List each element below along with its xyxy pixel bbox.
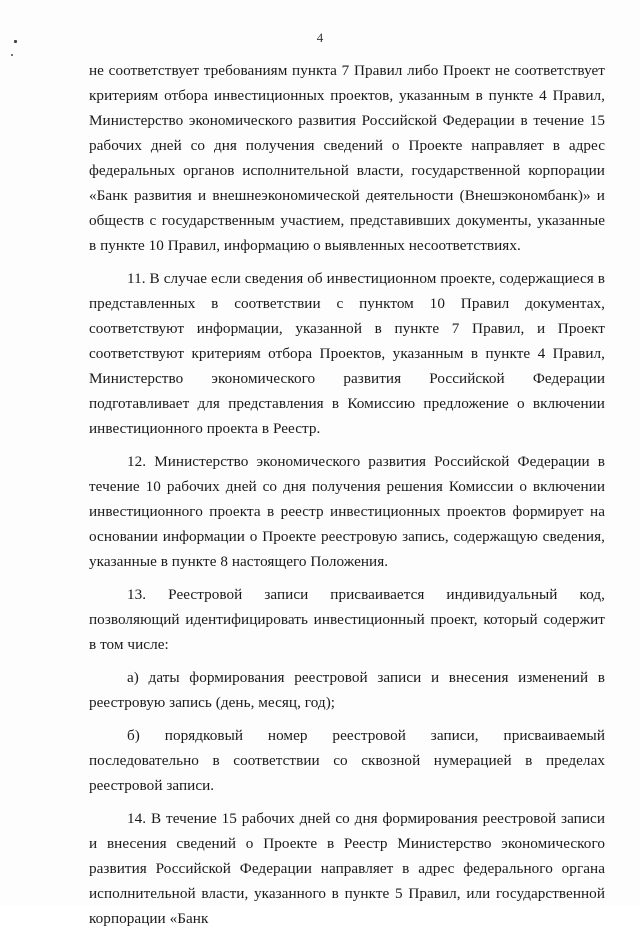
paragraph-11: 11. В случае если сведения об инвестиционном проекте, содержащиеся в представленных в соответствии с пунктом 10 Правил документах, соответствуют информации, указанной в пункте 7 Правил, и Проект соответствуют критериям отбора Проектов, указанным в пункте 4 Правил, Министерство экономического развития Российской Федерации подготавливает для представления в Комиссию предложение о включении инвестиционного проекта в Реестр. (89, 270, 605, 437)
page-number: 4 (316, 30, 324, 45)
paragraph-14: 14. В течение 15 рабочих дней со дня формирования реестровой записи и внесения сведений о Проекте в Реестр Министерство экономического развития Российской Федерации направляет в адрес федерального органа исполнительной власти, указанного в пункте 5 Правил, или государственной корпорации «Банк (89, 810, 605, 927)
list-item-a: а) даты формирования реестровой записи и внесения изменений в реестровую запись (день, месяц, год); (89, 669, 605, 711)
paragraph-13: 13. Реестровой записи присваивается индивидуальный код, позволяющий идентифицировать инвестиционный проект, который содержит в том числе: (89, 586, 605, 653)
document-body (89, 58, 605, 939)
paragraph-continuation: не соответствует требованиям пункта 7 Правил либо Проект не соответствует критериям отбора инвестиционных проектов, указанным в пункте 4 Правил, Министерство экономического развития Российской Федерации в течение 15 рабочих дней со дня получения сведений о Проекте направляет в адрес федеральных органов исполнительной власти, государственной корпорации «Банк развития и внешнеэкономической деятельности (Внешэкономбанк)» и обществ с государственным участием, представивших документы, указанные в пункте 10 Правил, информацию о выявленных несоответствиях. (89, 62, 605, 254)
paragraph-12: 12. Министерство экономического развития Российской Федерации в течение 10 рабочих дней со дня получения решения Комиссии о включении инвестиционного проекта в реестр инвестиционных проектов формирует на основании информации о Проекте реестровую запись, содержащую сведения, указанные в пункте 8 настоящего Положения. (89, 453, 605, 570)
list-item-b: б) порядковый номер реестровой записи, присваиваемый последовательно в соответствии со сквозной нумерацией в пределах реестровой записи. (89, 727, 605, 794)
scan-speck (11, 54, 13, 56)
